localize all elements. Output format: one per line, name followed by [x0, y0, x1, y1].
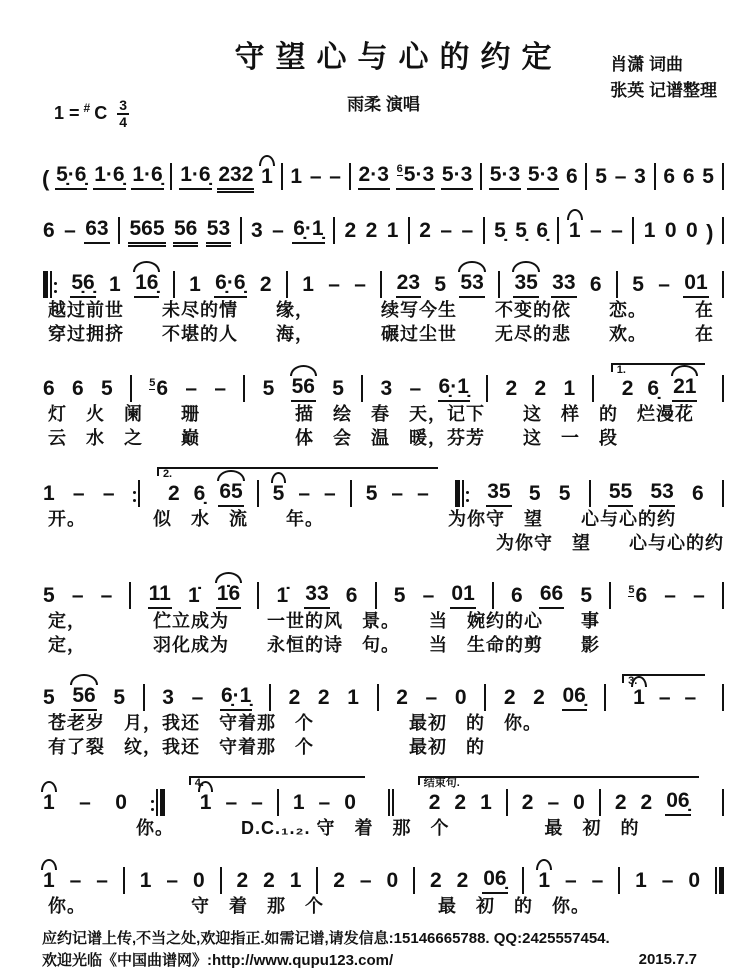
note: 66: [539, 583, 564, 609]
note: 1·6̣: [131, 164, 163, 190]
barline: [170, 163, 172, 190]
note: 2: [614, 791, 627, 815]
note: 6̣: [647, 377, 660, 400]
note: –: [329, 164, 341, 188]
note: 6̣: [193, 482, 206, 505]
note: –: [417, 482, 429, 505]
note: –: [658, 686, 671, 710]
note: 6: [663, 164, 676, 188]
note: 16̣: [134, 272, 159, 298]
barline: [522, 867, 524, 894]
note: $^5$6: [149, 377, 169, 400]
note: 1: [643, 218, 656, 242]
note: –: [318, 791, 331, 815]
barline: [413, 867, 415, 894]
note: –: [661, 869, 674, 893]
barline: [349, 163, 351, 190]
lyric-line: 有了裂 纹，我还 守着那 个 最初 的: [48, 737, 485, 758]
note: 5·3: [441, 164, 473, 190]
barline: [130, 375, 132, 402]
note: 35: [513, 272, 538, 298]
barline: [257, 582, 259, 609]
note: 5: [365, 482, 378, 505]
note: 6: [566, 164, 578, 188]
note: –: [565, 869, 577, 893]
note: 3: [634, 164, 646, 188]
note: –: [214, 377, 227, 400]
note: –: [591, 869, 604, 893]
meta-row: [42, 90, 725, 136]
lyric-line: 开。 似 水 流 年。 为你守 望 心与心的约: [48, 509, 676, 530]
note: 65: [218, 481, 243, 507]
note: 23: [396, 272, 421, 298]
sharp-symbol: #: [83, 100, 91, 115]
note: 1·6̣: [93, 164, 125, 190]
note: 1: [568, 220, 582, 244]
note: 5: [262, 377, 275, 400]
barline: [722, 582, 724, 609]
note: –: [440, 218, 453, 242]
key-note: C: [94, 103, 108, 124]
note: 2: [365, 218, 378, 242]
barline: [375, 582, 377, 609]
barline: [350, 480, 352, 507]
music-system: [42, 248, 725, 346]
barline: [722, 217, 724, 244]
note: 1: [43, 482, 55, 505]
note: 5: [100, 377, 113, 400]
barline: [240, 217, 242, 244]
lyric-line: 定， 羽化成为 永恒的诗 句。 当 生命的剪 影: [48, 635, 600, 656]
note: 565: [128, 218, 165, 244]
note: 1: [386, 218, 399, 242]
barline: [455, 480, 469, 507]
note: 2: [534, 377, 547, 400]
note: –: [614, 164, 627, 188]
note: 2: [419, 218, 431, 242]
lyric-line: 你。 D.C.₁.₂. 守 着 那 个 最 初 的: [136, 818, 640, 839]
note: 5: [702, 164, 714, 188]
note: 2: [396, 686, 408, 710]
note: 5̣: [515, 218, 527, 242]
barline: [618, 867, 620, 894]
footer-date: 2015.7.7: [638, 951, 697, 969]
barline: [388, 789, 394, 816]
song-title: 守望心与心的约定: [234, 41, 563, 74]
barline: [492, 582, 494, 609]
volta-bracket: [622, 674, 705, 711]
note: 5: [272, 483, 286, 507]
barline: [604, 684, 606, 711]
note: 5: [558, 482, 571, 505]
note: 5·3: [489, 164, 521, 190]
note: 6̣·6̣: [214, 272, 246, 298]
barline: [592, 375, 594, 402]
note: –: [100, 584, 113, 607]
barline: [281, 163, 283, 190]
volta-label: 3.: [628, 675, 638, 688]
time-signature: [117, 98, 129, 129]
barline: [654, 163, 656, 190]
note: –: [658, 272, 670, 296]
barline: [484, 684, 486, 711]
barline: [257, 480, 259, 507]
music-line: [42, 844, 725, 894]
barline: [715, 867, 724, 894]
barline: [585, 163, 587, 190]
note: 56: [71, 685, 96, 711]
music-system: [42, 350, 725, 450]
note: 6: [43, 218, 55, 242]
note: 6̣·1̣: [292, 218, 324, 244]
grace-note: 5: [628, 584, 635, 596]
note: 3: [251, 218, 263, 242]
note: 2·3: [358, 164, 390, 190]
note: 06̣: [482, 868, 507, 894]
note: 1: [292, 791, 305, 815]
note: –: [425, 686, 438, 710]
music-line: [42, 194, 725, 244]
note: 1: [480, 791, 492, 815]
note: 5: [580, 584, 593, 607]
barline: [143, 684, 145, 711]
note: 2: [428, 791, 441, 815]
barline: [616, 271, 618, 298]
barline: [722, 789, 724, 816]
lyric-line: 越过前世 未尽的情 缘， 续写今生 不变的依 恋。 在: [48, 300, 714, 320]
note: 5̣6̣: [70, 272, 95, 298]
note: 2: [288, 686, 301, 710]
footer-site-line: 欢迎光临《中国曲谱网》:http://www.qupu123.com/: [42, 951, 394, 969]
note: 1: [42, 870, 56, 894]
note: 1: [109, 272, 121, 296]
lyric-line: 灯 火 阑 珊 描 绘 春 天，记下 这 样 的 烂漫花: [48, 404, 694, 425]
volta-bracket: [189, 776, 365, 816]
music-line: [42, 559, 725, 609]
barline: [220, 867, 222, 894]
note: 1: [347, 686, 359, 710]
note: 0: [344, 791, 356, 815]
note: 5: [332, 377, 344, 400]
note: –: [191, 686, 204, 710]
note: 5: [595, 164, 607, 188]
note: 5: [632, 272, 644, 296]
note: 0: [115, 791, 127, 815]
note: 0: [573, 791, 585, 815]
note: 01: [450, 583, 475, 609]
note: 1: [632, 687, 646, 711]
note: 2: [454, 791, 467, 815]
note: –: [328, 272, 340, 296]
note: 1: [289, 869, 302, 893]
music-line: [42, 454, 725, 507]
grace-note: 5: [149, 377, 156, 389]
barline: [243, 375, 245, 402]
barline: [632, 217, 634, 244]
note: 2: [263, 869, 275, 893]
volta-label: 结束句.: [423, 777, 460, 790]
note: 53: [649, 481, 674, 507]
volta-label: 1.: [616, 364, 626, 376]
time-denominator: 4: [119, 113, 128, 130]
barline: [361, 375, 363, 402]
key-signature: [54, 98, 129, 129]
note: 53: [459, 272, 484, 298]
note: 33: [551, 272, 576, 298]
note: 0: [386, 869, 399, 893]
music-line: [42, 763, 725, 816]
barline: [129, 582, 131, 609]
note: 2: [167, 482, 180, 505]
note: 56: [291, 376, 316, 402]
note: 55: [608, 481, 633, 507]
note: 6: [345, 584, 358, 607]
note: 1·6̣: [179, 164, 211, 190]
note: 6: [71, 377, 84, 400]
note: 11: [148, 583, 172, 609]
barline: [722, 163, 724, 190]
barline: [589, 480, 591, 507]
volta-bracket: [157, 467, 438, 507]
barline: [269, 684, 271, 711]
note: 5: [528, 482, 541, 505]
note: 1̇: [187, 584, 200, 607]
music-system: [42, 454, 725, 555]
note: –: [684, 686, 697, 710]
barline: [173, 271, 175, 298]
note: –: [324, 482, 336, 505]
note: 5·3: [527, 164, 559, 190]
note: –: [166, 869, 179, 893]
lyric-line: 你。 守 着 那 个 最 初 的 你。: [48, 896, 590, 917]
music-notation: [42, 140, 725, 918]
volta-bracket: [418, 776, 699, 816]
barline: [609, 582, 611, 609]
note: 1: [537, 870, 551, 894]
grace-note: 6: [396, 162, 403, 175]
barline: [151, 789, 165, 816]
music-line: [42, 248, 725, 298]
barline: [123, 867, 125, 894]
music-line: [42, 140, 725, 190]
note: 5̣·6̣: [55, 164, 87, 190]
note: 5: [113, 686, 126, 710]
note: 2: [621, 377, 634, 400]
note: 5̣: [494, 218, 506, 242]
barline: [408, 217, 410, 244]
note: –: [225, 791, 238, 815]
music-system: [42, 194, 725, 244]
barline: [377, 684, 379, 711]
note: 21: [672, 376, 697, 402]
note: 1̇: [276, 584, 289, 607]
lyric-line: 云 水 之 巅 体 会 温 暖，芬芳 这 一 段: [48, 428, 618, 449]
note: 1: [563, 377, 576, 400]
note: –: [359, 869, 372, 893]
note: –: [590, 218, 602, 242]
note: 3: [380, 377, 393, 400]
performer: 雨柔 演唱: [347, 95, 420, 114]
volta-bracket: [611, 363, 706, 402]
note: –: [409, 377, 422, 400]
note: 1: [302, 272, 314, 296]
note: 01: [683, 272, 708, 298]
barline: [133, 480, 140, 507]
note: –: [96, 869, 108, 893]
barline: [316, 867, 318, 894]
music-system: [42, 559, 725, 657]
note: –: [693, 584, 705, 607]
note: 6̣: [536, 218, 549, 242]
note: –: [664, 584, 676, 607]
note: 2: [533, 686, 545, 710]
note: 2: [344, 218, 357, 242]
barline: [118, 217, 120, 244]
lyric-line: 定， 伫立成为 一世的风 景。 当 婉约的心 事: [48, 611, 600, 632]
barline: [333, 217, 335, 244]
credit-transcriber: 张英 记谱整理: [610, 80, 717, 100]
note: 6̣·1̣: [220, 685, 252, 711]
footer: [42, 928, 725, 972]
note: 1: [635, 869, 647, 893]
note: 1̇6: [216, 583, 241, 609]
note: 2: [640, 791, 653, 815]
music-system: [42, 661, 725, 759]
barline: [380, 271, 382, 298]
note: 2: [521, 791, 534, 815]
note: –: [185, 377, 198, 400]
credit-lyricist: 肖潇 词曲: [610, 55, 683, 74]
note: –: [298, 482, 311, 505]
note: –: [251, 791, 263, 815]
note: 6̣·1̣: [438, 376, 470, 402]
barline: [599, 789, 601, 816]
note: $^6$5·3: [396, 164, 435, 190]
note: 1: [199, 792, 213, 816]
note: 0: [688, 869, 701, 893]
note: 0: [664, 218, 677, 242]
lyric-line: 为你守 望 心与心的约: [496, 533, 724, 554]
note: –: [611, 218, 623, 242]
parenthesis: ): [706, 219, 714, 245]
note: 53: [206, 218, 231, 244]
note: 0: [685, 218, 698, 242]
note: –: [547, 791, 560, 815]
barline: [722, 684, 724, 711]
music-line: [42, 661, 725, 711]
note: 06̣: [665, 790, 690, 816]
note: 2: [259, 272, 272, 296]
note: 6: [692, 482, 704, 505]
music-system: [42, 763, 725, 840]
barline: [480, 163, 482, 190]
note: 232: [217, 164, 254, 190]
note: 6: [589, 272, 602, 296]
barline: [277, 789, 279, 816]
note: 56: [173, 218, 198, 244]
note: 5: [434, 272, 447, 296]
note: 1: [260, 166, 274, 190]
note: 3: [162, 686, 174, 710]
note: –: [72, 482, 85, 505]
key-prefix: 1 =: [54, 103, 80, 124]
barline: [506, 789, 508, 816]
note: 2: [505, 377, 518, 400]
barline: [483, 217, 485, 244]
note: 2: [317, 686, 330, 710]
note: 2: [503, 686, 516, 710]
note: 1: [189, 272, 201, 296]
note: 5: [43, 584, 55, 607]
barline: [722, 480, 724, 507]
note: –: [69, 869, 82, 893]
note: –: [71, 584, 84, 607]
barline: [486, 375, 488, 402]
barline: [722, 375, 724, 402]
time-numerator: 3: [119, 97, 128, 113]
barline: [722, 271, 724, 298]
note: 33: [304, 583, 329, 609]
note: –: [354, 272, 366, 296]
note: –: [461, 218, 474, 242]
barline: [498, 271, 500, 298]
lyric-line: 穿过拥挤 不堪的人 海， 碾过尘世 无尽的悲 欢。 在: [48, 324, 714, 344]
note: 5: [393, 584, 406, 607]
note: 6: [511, 584, 523, 607]
volta-label: 2.: [162, 468, 173, 481]
note: –: [309, 164, 322, 188]
note: 2: [430, 869, 442, 893]
note: –: [391, 482, 404, 505]
note: 2: [333, 869, 345, 893]
note: –: [272, 218, 284, 242]
note: 5: [43, 686, 55, 710]
music-line: [42, 350, 725, 402]
lyric-line: 苍老岁 月，我还 守着那 个 最初 的 你。: [48, 713, 542, 734]
note: 63: [84, 218, 109, 244]
music-system: [42, 140, 725, 190]
music-system: [42, 844, 725, 918]
note: –: [79, 791, 91, 815]
barline: [43, 271, 57, 298]
note: 2: [456, 869, 469, 893]
note: –: [64, 218, 76, 242]
note: –: [422, 584, 435, 607]
barline: [286, 271, 288, 298]
note: 1: [139, 869, 152, 893]
note: –: [102, 482, 115, 505]
volta-label: 4.: [194, 777, 204, 790]
note: $^5$6: [628, 584, 648, 607]
note: 2: [236, 869, 249, 893]
note: 6: [43, 377, 55, 400]
note: 06̣: [562, 685, 587, 711]
note: 0: [454, 686, 467, 710]
barline: [557, 217, 559, 244]
note: 6: [682, 164, 695, 188]
note: 35: [486, 481, 511, 507]
parenthesis: (: [42, 165, 50, 191]
note: 1: [42, 792, 56, 816]
note: 1: [290, 164, 303, 188]
note: 0: [192, 869, 205, 893]
footer-contact-line: 应约记谱上传,不当之处,欢迎指正.如需记谱,请发信息:15146665788. QQ:2425557454.: [42, 930, 610, 948]
